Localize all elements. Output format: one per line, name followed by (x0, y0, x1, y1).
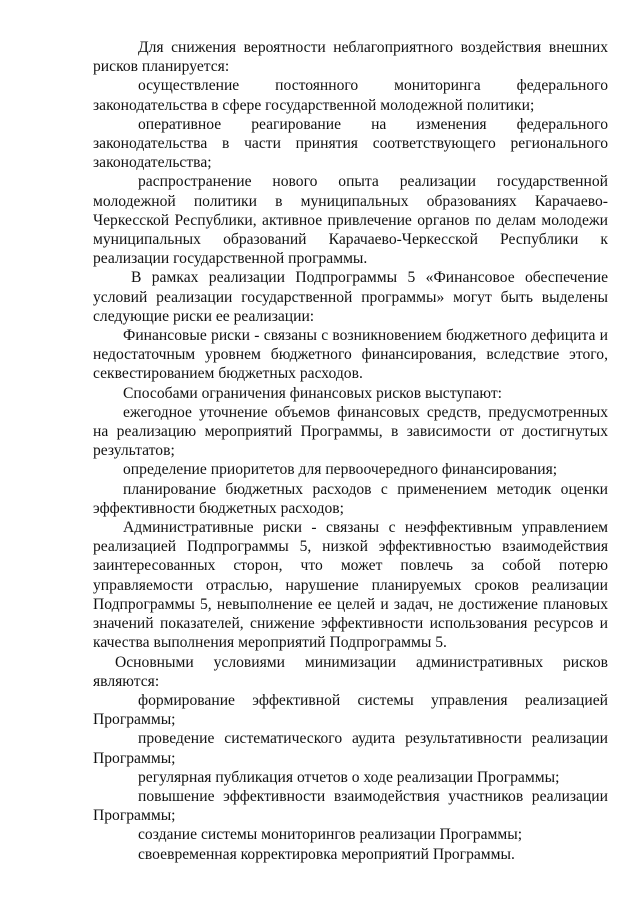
list-item: проведение систематического аудита результативности реализации Программы; (93, 730, 608, 767)
paragraph: В рамках реализации Подпрограммы 5 «Финансовое обеспечение условий реализации государственной программы» могут быть выделены следующие риски ее реализации: (93, 269, 608, 325)
list-item: осуществление постоянного мониторинга федерального законодательства в сфере государственной молодежной политики; (93, 77, 608, 114)
list-item: повышение эффективности взаимодействия участников реализации Программы; (93, 787, 608, 825)
document-body (93, 38, 608, 864)
paragraph: Для снижения вероятности неблагоприятного воздействия внешних рисков планируется: (93, 39, 608, 76)
list-item: определение приоритетов для первоочередного финансирования; (123, 461, 558, 479)
paragraph: Основными условиями минимизации административных рисков являются: (93, 653, 608, 690)
list-item: регулярная публикация отчетов о ходе реализации Программы; (138, 768, 560, 786)
list-item: формирование эффективной системы управления реализацией Программы; (93, 691, 608, 729)
list-item: распространение нового опыта реализации государственной молодежной политики в муниципальных образованиях Карачаево-Черкесской Республики, активное привлечение органов по делам молодежи муниципальных образований Карачаево-Черкесской Республики к реализации государственной программы. (93, 173, 608, 268)
paragraph: Способами ограничения финансовых рисков выступают: (123, 384, 502, 402)
paragraph: Административные риски - связаны с неэффективным управлением реализацией Подпрограммы 5, низкой эффективностью взаимодействия заинтересованных сторон, что может повлечь за собой потерю управляемости отраслью, нарушение планируемых сроков реализации Подпрограммы 5, невыполнение ее целей и задач, не достижение плановых значений показателей, снижение эффективности использования ресурсов и качества выполнения мероприятий Подпрограммы 5. (93, 519, 608, 652)
list-item: ежегодное уточнение объемов финансовых средств, предусмотренных на реализацию мероприятий Программы, в зависимости от достигнутых результатов; (93, 403, 608, 460)
list-item: своевременная корректировка мероприятий Программы. (138, 845, 515, 863)
paragraph: Финансовые риски - связаны с возникновением бюджетного дефицита и недостаточным уровнем бюджетного финансирования, вследствие этого, секвестированием бюджетных расходов. (93, 327, 608, 383)
list-item: оперативное реагирование на изменения федерального законодательства в части принятия соответствующего регионального законодательства; (93, 115, 608, 172)
list-item: планирование бюджетных расходов с применением методик оценки эффективности бюджетных расходов; (93, 480, 608, 517)
list-item: создание системы мониторингов реализации Программы; (138, 826, 523, 844)
